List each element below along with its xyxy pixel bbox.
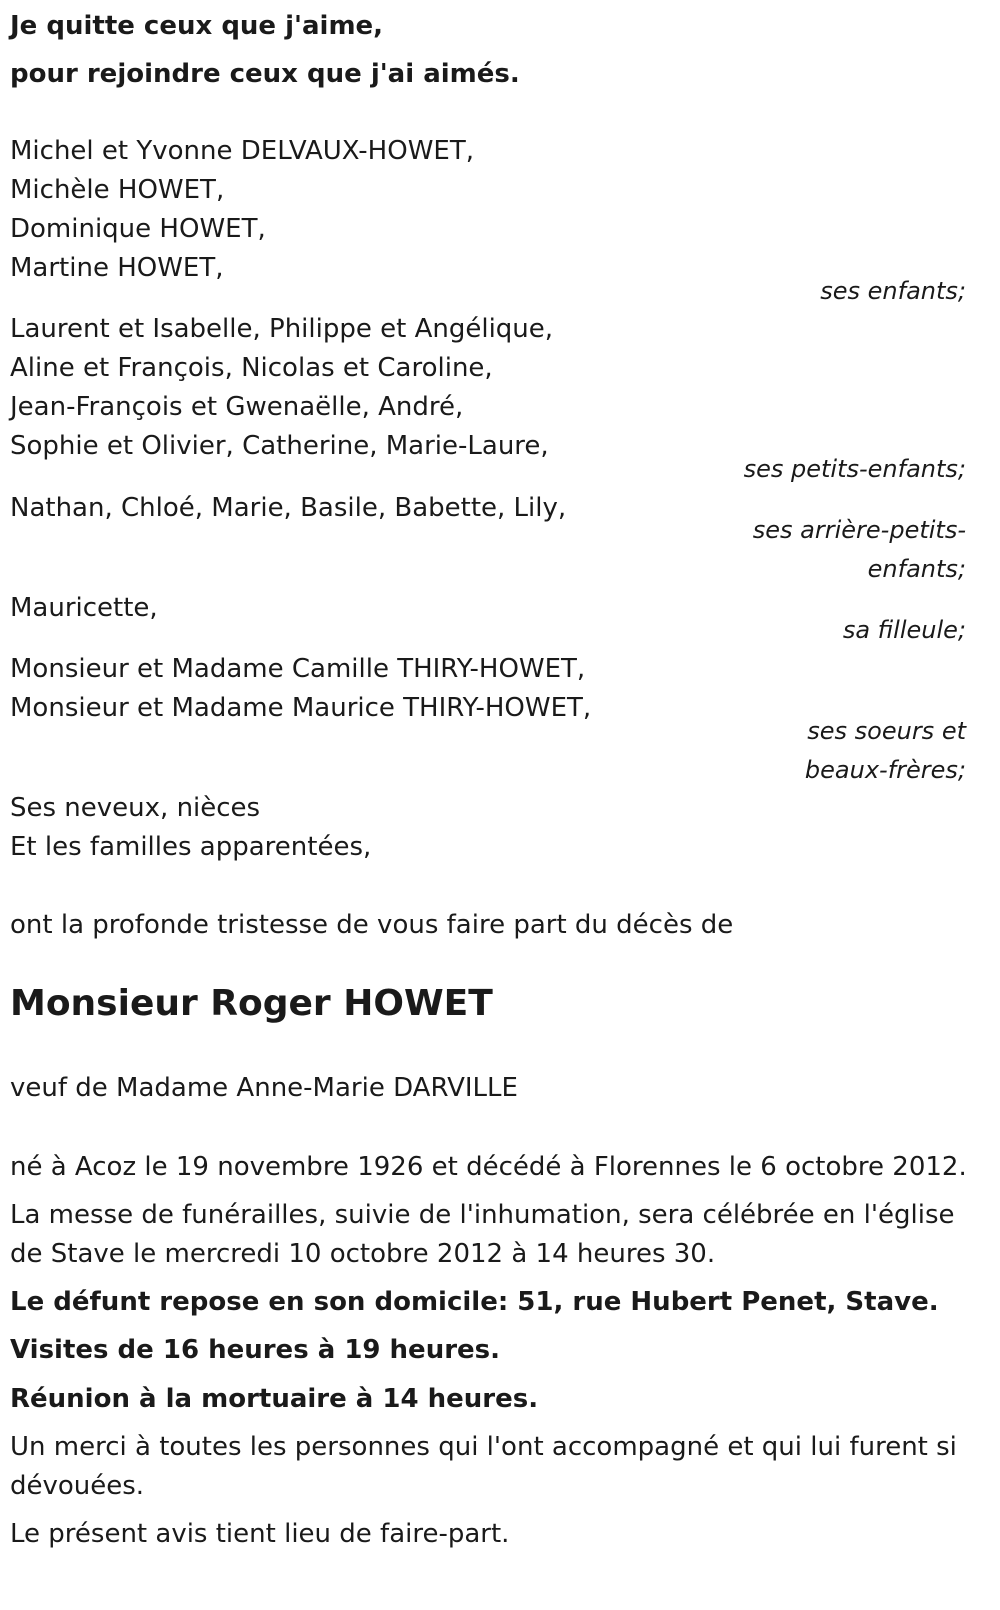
child-name: Martine HOWET,	[10, 253, 224, 283]
grandchild-names: Aline et François, Nicolas et Caroline,	[10, 353, 493, 383]
grandchild-names: Laurent et Isabelle, Philippe et Angélique,	[10, 314, 554, 344]
grandchild-names: Jean-François et Gwenaëlle, André,	[10, 392, 464, 422]
relation-great-grandchildren-1: ses arrière-petits-	[752, 516, 966, 544]
rests-at: Le défunt repose en son domicile: 51, rue Hubert Penet, Stave.	[10, 1287, 939, 1317]
other-relatives: Et les familles apparentées,	[10, 832, 372, 862]
funeral-details: La messe de funérailles, suivie de l'inhumation, sera célébrée en l'église de Stave le mercredi 10 octobre 2012 à 14 heures 30.	[10, 1200, 955, 1269]
sibling-names: Monsieur et Madame Maurice THIRY-HOWET,	[10, 693, 592, 723]
relation-great-grandchildren-2: enfants;	[867, 555, 966, 583]
epigraph-line-2: pour rejoindre ceux que j'ai aimés.	[10, 59, 520, 89]
thanks: Un merci à toutes les personnes qui l'ont accompagné et qui lui furent si dévouées.	[10, 1432, 957, 1501]
relation-children: ses enfants;	[820, 277, 966, 305]
sibling-names: Monsieur et Madame Camille THIRY-HOWET,	[10, 654, 586, 684]
announcement: ont la profonde tristesse de vous faire part du décès de	[10, 910, 734, 940]
visits: Visites de 16 heures à 19 heures.	[10, 1335, 501, 1365]
child-name: Michèle HOWET,	[10, 175, 225, 205]
child-name: Dominique HOWET,	[10, 214, 266, 244]
relation-siblings-2: beaux-frères;	[804, 756, 966, 784]
relation-siblings-1: ses soeurs et	[807, 717, 966, 745]
other-relatives: Ses neveux, nièces	[10, 793, 261, 823]
notice: Le présent avis tient lieu de faire-part.	[10, 1519, 510, 1549]
relation-grandchildren: ses petits-enfants;	[743, 455, 966, 483]
goddaughter-name: Mauricette,	[10, 593, 158, 623]
birth-death: né à Acoz le 19 novembre 1926 et décédé à Florennes le 6 octobre 2012.	[10, 1152, 967, 1182]
epigraph-line-1: Je quitte ceux que j'aime,	[10, 11, 384, 41]
meeting: Réunion à la mortuaire à 14 heures.	[10, 1384, 539, 1414]
relation-goddaughter: sa filleule;	[842, 616, 966, 644]
grandchild-names: Sophie et Olivier, Catherine, Marie-Laure,	[10, 431, 549, 461]
great-grandchild-names: Nathan, Chloé, Marie, Basile, Babette, Lily,	[10, 493, 567, 523]
child-name: Michel et Yvonne DELVAUX-HOWET,	[10, 136, 474, 166]
deceased-name: Monsieur Roger HOWET	[10, 983, 493, 1024]
widower-of: veuf de Madame Anne-Marie DARVILLE	[10, 1073, 518, 1103]
